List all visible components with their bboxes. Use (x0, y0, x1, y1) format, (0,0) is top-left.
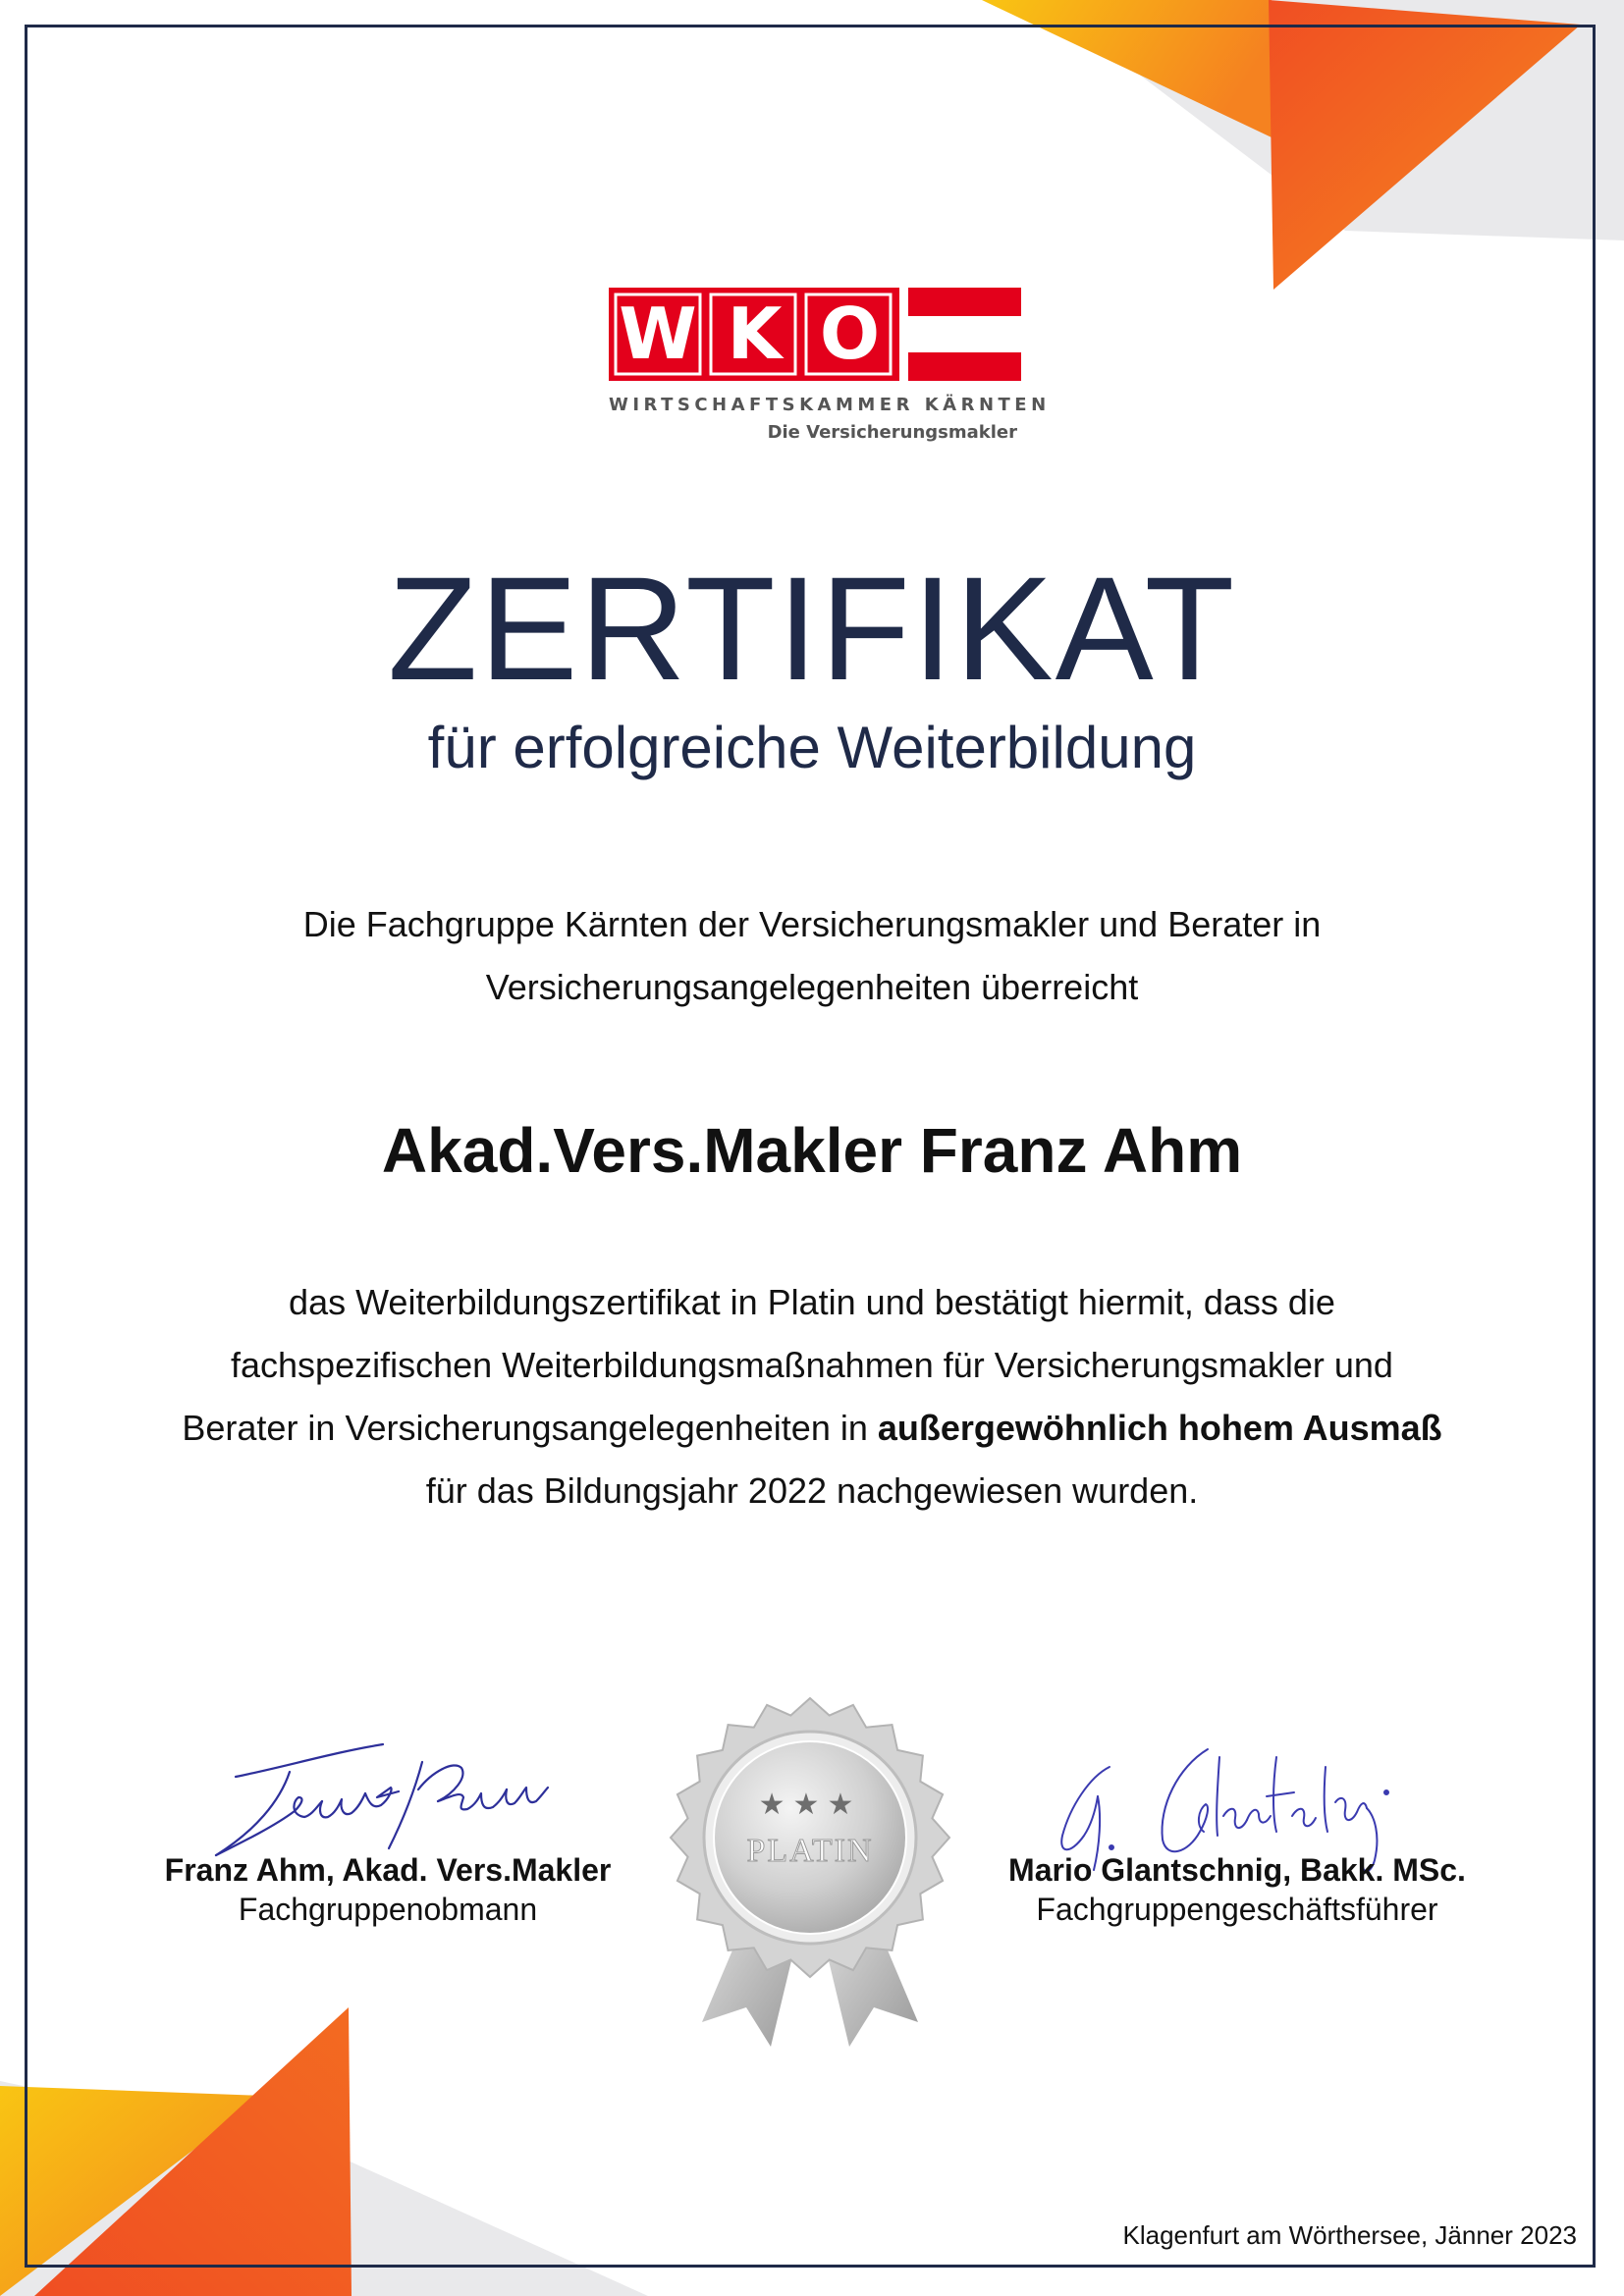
logo-letter-o: O (819, 293, 881, 375)
signatory-name: Mario Glantschnig, Bakk. MSc. (1008, 1852, 1466, 1888)
signatory-name: Franz Ahm, Akad. Vers.Makler (164, 1852, 612, 1888)
body-line: fachspezifischen Weiterbildungsmaßnahmen für Versicherungsmakler und (231, 1345, 1393, 1385)
seal-label: PLATIN (746, 1833, 874, 1869)
place-and-date: Klagenfurt am Wörthersee, Jänner 2023 (1122, 2220, 1577, 2250)
seal-stars: ★★★ (758, 1788, 862, 1822)
logo-organization: WIRTSCHAFTSKAMMER KÄRNTEN (609, 395, 1051, 415)
signatory-role: Fachgruppenobmann (238, 1892, 538, 1927)
intro-line: Versicherungsangelegenheiten überreicht (485, 967, 1139, 1007)
certificate-title: ZERTIFIKAT (387, 546, 1237, 711)
wko-logo (609, 285, 1051, 452)
platinum-seal (663, 1669, 957, 2061)
intro-line: Die Fachgruppe Kärnten der Versicherungsmakler und Berater in (302, 904, 1322, 944)
signatory-right (972, 1850, 1502, 1929)
logo-division: Die Versicherungsmakler (767, 422, 1017, 443)
body-line: für das Bildungsjahr 2022 nachgewiesen wurden. (425, 1470, 1199, 1511)
signatory-role: Fachgruppengeschäftsführer (1036, 1892, 1438, 1927)
certificate-subtitle: für erfolgreiche Weiterbildung (427, 715, 1197, 780)
body-line-text: Berater in Versicherungsangelegenheiten in (182, 1408, 878, 1448)
certificate-body (98, 1271, 1526, 1522)
signatory-left (137, 1850, 638, 1929)
intro-text (196, 893, 1428, 1019)
body-line (98, 1397, 1526, 1460)
recipient-name: Akad.Vers.Makler Franz Ahm (381, 1115, 1243, 1186)
logo-letter-k: K (727, 293, 783, 375)
logo-letter-w: W (619, 293, 697, 375)
signature-left (196, 1733, 589, 1865)
body-line: das Weiterbildungszertifikat in Platin und bestätigt hiermit, dass die (289, 1282, 1335, 1322)
body-emphasis: außergewöhnlich hohem Ausmaß (877, 1408, 1442, 1448)
